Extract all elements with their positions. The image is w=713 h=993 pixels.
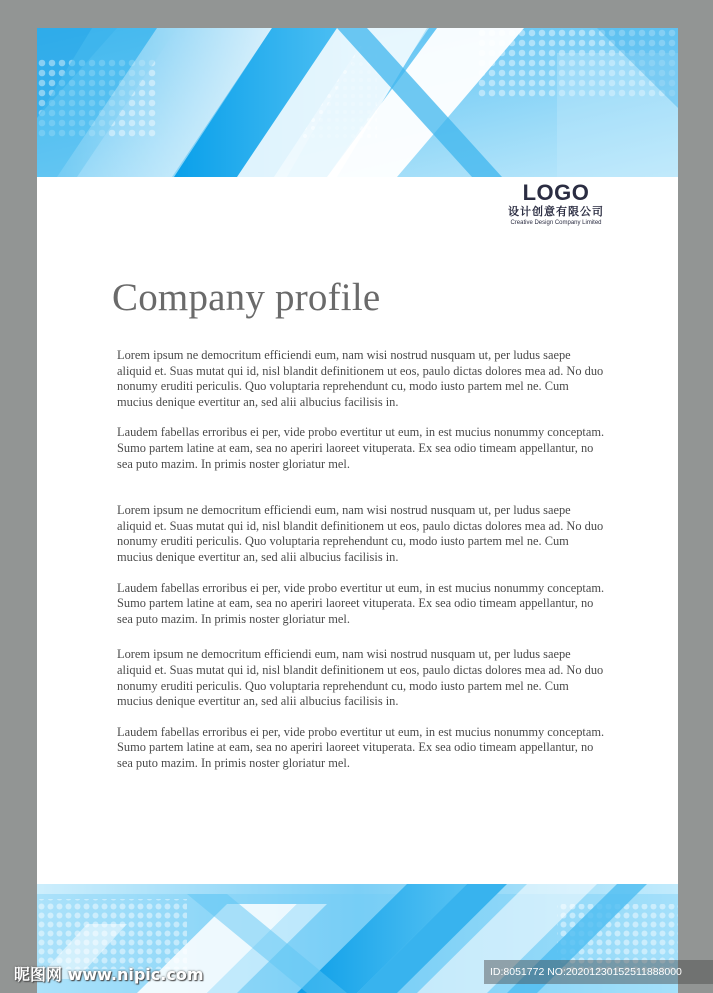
company-logo <box>491 181 621 227</box>
site-watermark: 昵图网 www.nipic.com <box>14 965 204 984</box>
logo-wordmark: LOGO <box>522 180 590 205</box>
paragraph: Lorem ipsum ne democritum efficiendi eum, nam wisi nostrud nusquam ut, per ludus saepe aliquid et. Suas mutat qui id, nisl blandit definitionem ut eos, paulo dictas dolores mea ad. No duo nonumy eruditi periculis. Quo voluptaria reprehendunt cu, modo iusto partem mel ne. Cum mucius denique evertitur an, sed alii albucius facilisis in. <box>117 647 604 709</box>
body-content <box>117 348 607 771</box>
header-banner <box>37 28 678 177</box>
paragraph: Lorem ipsum ne democritum efficiendi eum, nam wisi nostrud nusquam ut, per ludus saepe aliquid et. Suas mutat qui id, nisl blandit definitionem ut eos, paulo dictas dolores mea ad. No duo nonumy eruditi periculis. Quo voluptaria reprehendunt cu, modo iusto partem mel ne. Cum mucius denique evertitur an, sed alii albucius facilisis in. <box>117 348 604 409</box>
paragraph: Laudem fabellas erroribus ei per, vide probo evertitur ut eum, in est mucius nonummy conceptam. Sumo partem latine at eam, sea no aperiri laoreet vituperata. Ex sea odio timeam appellantur, no sea puto mazim. In primis noster gloriatur mel. <box>117 580 605 626</box>
page-title: Company profile <box>112 276 381 319</box>
header-banner-graphic <box>37 28 678 177</box>
paragraph: Laudem fabellas erroribus ei per, vide probo evertitur ut eum, in est mucius nonummy conceptam. Sumo partem latine at eam, sea no aperiri laoreet vituperata. Ex sea odio timeam appellantur, no sea puto mazim. In primis noster gloriatur mel. <box>117 425 605 471</box>
logo-chinese-name: 设计创意有限公司 <box>508 205 604 218</box>
paragraph: Lorem ipsum ne democritum efficiendi eum, nam wisi nostrud nusquam ut, per ludus saepe aliquid et. Suas mutat qui id, nisl blandit definitionem ut eos, paulo dictas dolores mea ad. No duo nonumy eruditi periculis. Quo voluptaria reprehendunt cu, modo iusto partem mel ne. Cum mucius denique evertitur an, sed alii albucius facilisis in. <box>117 503 604 564</box>
letterhead-page <box>37 28 678 993</box>
paragraph: Laudem fabellas erroribus ei per, vide probo evertitur ut eum, in est mucius nonummy conceptam. Sumo partem latine at eam, sea no aperiri laoreet vituperata. Ex sea odio timeam appellantur, no sea puto mazim. In primis noster gloriatur mel. <box>117 724 605 770</box>
image-id-watermark: ID:8051772 NO:20201230152511888000 <box>484 960 713 984</box>
logo-english-name: Creative Design Company Limited <box>510 220 602 226</box>
